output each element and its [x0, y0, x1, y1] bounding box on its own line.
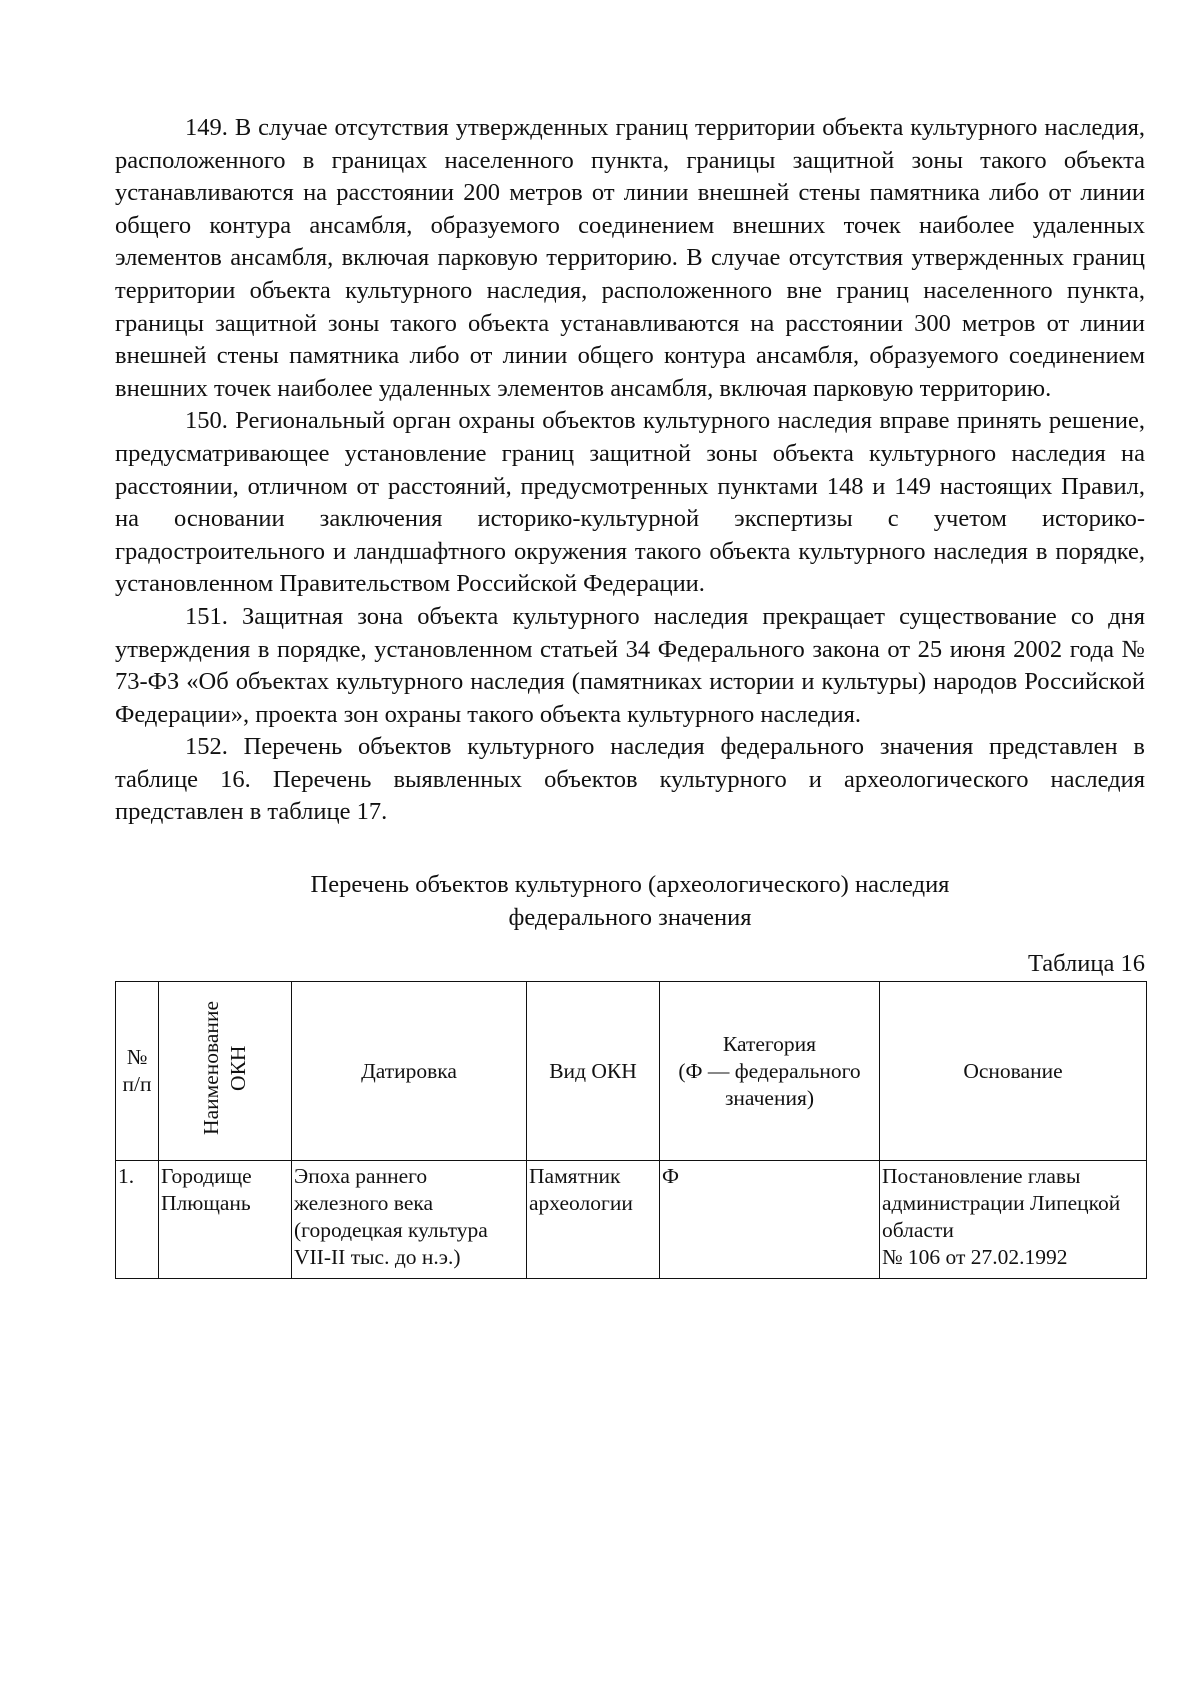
- table-title-line-1: Перечень объектов культурного (археологического) наследия: [310, 871, 950, 899]
- cell-number: 1.: [116, 1161, 159, 1279]
- paragraph-149: 149. В случае отсутствия утвержденных границ территории объекта культурного наследия, расположенного в границах населенного пункта, границы защитной зоны такого объекта устанавливаются на расстоянии 200 метров от линии внешней стены памятника либо от линии общего контура ансамбля, образуемого соединением внешних точек наиболее удаленных элементов ансамбля, включая парковую территорию. В случае отсутствия утвержденных границ территории объекта культурного наследия, расположенного вне границ населенного пункта, границы защитной зоны такого объекта устанавливаются на расстоянии 300 метров от линии внешней стены памятника либо от линии общего контура ансамбля, образуемого соединением внешних точек наиболее удаленных элементов ансамбля, включая парковую территорию.: [115, 114, 1145, 402]
- paragraph-152: 152. Перечень объектов культурного наследия федерального значения представлен в таблице 16. Перечень выявленных объектов культурного и археологического наследия представлен в таблице 17.: [115, 733, 1145, 826]
- table-title-line-2: федерального значения: [508, 903, 752, 931]
- table-caption: Таблица 16: [1027, 950, 1145, 978]
- table-header-row: [116, 982, 1147, 1161]
- header-basis: Основание: [880, 982, 1147, 1161]
- header-name: [159, 982, 292, 1161]
- cell-kind: Памятник археологии: [527, 1161, 660, 1279]
- paragraph-151: 151. Защитная зона объекта культурного наследия прекращает существование со дня утверждения в порядке, установленном статьей 34 Федерального закона от 25 июня 2002 года № 73-ФЗ «Об объектах культурного наследия (памятниках истории и культуры) народов Российской Федерации», проекта зон охраны такого объекта культурного наследия.: [115, 602, 1145, 728]
- header-kind: Вид ОКН: [527, 982, 660, 1161]
- table-title: [115, 869, 1145, 934]
- table-row: [116, 1161, 1147, 1279]
- cell-basis: Постановление главы администрации Липецкой области № 106 от 27.02.1992: [880, 1161, 1147, 1279]
- header-number: № п/п: [116, 982, 159, 1161]
- cell-category: Ф: [660, 1161, 880, 1279]
- heritage-objects-table: [115, 981, 1147, 1279]
- header-dating: Датировка: [292, 982, 527, 1161]
- document-page: [115, 112, 1145, 1279]
- cell-dating: Эпоха раннего железного века (городецкая культура VII-II тыс. до н.э.): [292, 1161, 527, 1279]
- header-name-label: Наименование ОКН: [199, 1000, 250, 1135]
- paragraph-150: 150. Региональный орган охраны объектов культурного наследия вправе принять решение, предусматривающее установление границ защитной зоны объекта культурного наследия на расстоянии, отличном от расстояний, предусмотренных пунктами 148 и 149 настоящих Правил, на основании заключения историко-культурной экспертизы с учетом историко-градостроительного и ландшафтного окружения такого объекта культурного наследия в порядке, установленном Правительством Российской Федерации.: [115, 407, 1145, 598]
- cell-name: Городище Плющань: [159, 1161, 292, 1279]
- header-category: Категория (Ф — федерального значения): [660, 982, 880, 1161]
